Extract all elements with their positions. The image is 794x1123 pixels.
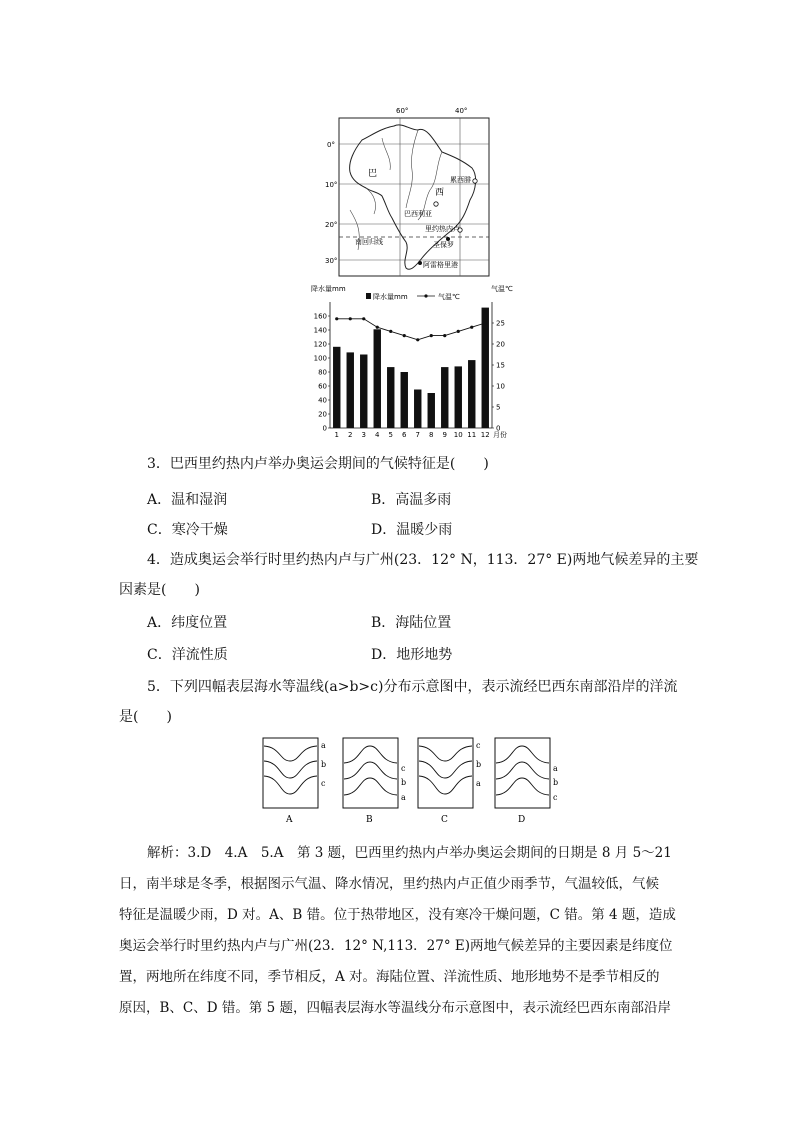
left-tick-label: 0: [322, 424, 327, 433]
precip-bar: [401, 372, 408, 428]
climate-chart: [310, 282, 520, 442]
portoalegre-dot: [418, 261, 422, 265]
isotherm-label: a: [476, 779, 481, 788]
isotherm-label: b: [401, 778, 407, 787]
month-tick-label: 8: [429, 431, 434, 439]
precip-bar: [374, 329, 381, 428]
q4-option-b[interactable]: B．海陆位置: [371, 615, 452, 631]
month-tick-label: 10: [453, 431, 463, 439]
precip-bar: [414, 390, 421, 429]
temperature-line: [337, 319, 486, 340]
isotherm-label: a: [321, 741, 326, 750]
temperature-point: [389, 330, 392, 333]
left-tick-label: 40: [318, 396, 327, 405]
q4-option-c[interactable]: C．洋流性质: [147, 647, 228, 663]
temperature-point: [457, 330, 460, 333]
precip-bar: [455, 366, 462, 428]
map-lat-label: 0°: [327, 141, 335, 149]
month-tick-label: 9: [442, 431, 447, 439]
map-frame: [339, 118, 489, 276]
legend-bar-swatch: [366, 293, 371, 299]
temperature-point: [349, 317, 352, 320]
q3-option-a[interactable]: A．温和湿润: [147, 492, 228, 508]
map-label-saopaulo: 圣保罗: [433, 241, 454, 249]
map-grid: [339, 118, 489, 276]
q4-option-d[interactable]: D．地形地势: [371, 647, 453, 663]
left-tick-label: 140: [313, 326, 327, 335]
recife-dot: [473, 179, 477, 183]
isotherm-label: c: [553, 793, 558, 802]
legend-line-label: 气温℃: [438, 293, 460, 301]
isotherm-label: b: [553, 778, 559, 787]
map-lon-label: 60°: [396, 107, 409, 115]
temperature-point: [416, 338, 419, 341]
map-label-ba: 巴: [368, 169, 378, 179]
month-tick-label: 11: [467, 431, 477, 439]
question-3: 3．巴西里约热内卢举办奥运会期间的气候特征是( ): [147, 456, 489, 472]
precip-bar: [387, 367, 394, 428]
left-tick-label: 100: [313, 354, 327, 363]
question-5-line1: 5．下列四幅表层海水等温线(a>b>c)分布示意图中，表示流经巴西东南部沿岸的洋流: [147, 679, 678, 695]
precip-bar: [333, 347, 340, 428]
isotherm-caption: C: [441, 815, 448, 825]
x-axis-title: 月份: [493, 431, 507, 439]
precip-bar: [360, 355, 367, 429]
temperature-point: [430, 334, 433, 337]
map-lat-label: 20°: [325, 221, 338, 229]
right-tick-label: 10: [496, 382, 505, 391]
month-tick-label: 4: [375, 431, 380, 439]
chart-right-axis-title: 气温℃: [491, 285, 513, 293]
left-tick-label: 60: [318, 382, 327, 391]
map-label-xi: 西: [435, 188, 445, 198]
legend-line-marker: [424, 294, 427, 297]
isotherm-diagram-b: [343, 738, 406, 825]
explanation: [119, 838, 679, 1024]
right-tick-label: 25: [496, 319, 505, 328]
temperature-point: [362, 317, 365, 320]
month-tick-label: 1: [334, 431, 339, 439]
q3-option-d[interactable]: D．温暖少雨: [371, 522, 453, 538]
brasilia-dot: [434, 202, 438, 206]
precip-bar: [347, 352, 354, 428]
right-tick-label: 5: [496, 403, 501, 412]
isotherm-caption: B: [366, 815, 373, 825]
isotherm-diagram-a: [263, 738, 326, 825]
isotherm-label: c: [321, 779, 326, 788]
month-tick-label: 5: [388, 431, 393, 439]
temperature-point: [335, 317, 338, 320]
question-4-line1: 4．造成奥运会举行时里约热内卢与广州(23．12° N，113．27° E)两地气候差异的主要: [147, 552, 699, 568]
q3-option-c[interactable]: C．寒冷干燥: [147, 522, 228, 538]
explanation-line: 特征是温暖少雨，D 对。A、B 错。位于热带地区，没有寒冷干燥问题，C 错。第 4 题，造成: [119, 907, 676, 923]
map-lat-label: 10°: [325, 181, 338, 189]
temperature-point: [484, 321, 487, 324]
q4-option-a[interactable]: A．纬度位置: [147, 615, 228, 631]
left-tick-label: 120: [313, 340, 327, 349]
isotherm-caption: A: [286, 815, 293, 825]
map-label-recife: 累西腓: [450, 176, 471, 184]
chart-left-axis-title: 降水量mm: [311, 285, 346, 293]
left-tick-label: 160: [313, 312, 327, 321]
right-tick-label: 0: [496, 424, 501, 433]
month-tick-label: 7: [415, 431, 420, 439]
map-label-portoalegre: 阿雷格里港: [423, 261, 458, 269]
brazil-map: [322, 100, 497, 280]
temperature-point: [376, 326, 379, 329]
month-tick-label: 2: [348, 431, 353, 439]
brazil-outline: [350, 125, 476, 269]
left-tick-label: 80: [318, 368, 327, 377]
month-tick-label: 3: [361, 431, 366, 439]
explanation-line: 奥运会举行时里约热内卢与广州(23．12° N,113．27° E)两地气候差异的主要因素是纬度位: [119, 938, 673, 954]
isotherm-label: c: [401, 764, 406, 773]
q3-option-b[interactable]: B．高温多雨: [371, 492, 452, 508]
month-tick-label: 12: [480, 431, 490, 439]
precip-bar: [468, 360, 475, 428]
precip-bar: [428, 393, 435, 428]
map-lon-label: 40°: [455, 107, 468, 115]
isotherm-label: a: [401, 793, 406, 802]
explanation-line: 原因，B、C、D 错。第 5 题，四幅表层海水等温线分布示意图中，表示流经巴西东南部沿岸: [119, 1000, 672, 1016]
temperature-point: [403, 334, 406, 337]
isotherm-label: b: [476, 760, 482, 769]
left-tick-label: 20: [318, 410, 327, 419]
map-label-rio: 里约热内卢: [425, 225, 460, 233]
question-5-line2: 是( ): [119, 709, 172, 725]
explanation-line: 解析：3.D 4.A 5.A 第 3 题，巴西里约热内卢举办奥运会期间的日期是 8 月 5～21: [147, 845, 672, 861]
right-tick-label: 20: [496, 340, 505, 349]
explanation-line: 日，南半球是冬季，根据图示气温、降水情况，里约热内卢正值少雨季节，气温较低，气候: [119, 876, 659, 892]
right-tick-label: 15: [496, 361, 505, 370]
isotherm-diagrams: [255, 733, 565, 828]
map-label-tropic: 南回归线: [355, 238, 383, 246]
isotherm-diagram-c: [418, 738, 481, 825]
precip-bar: [482, 308, 489, 428]
isotherm-diagram-d: [495, 738, 558, 825]
precip-bar: [441, 367, 448, 428]
isotherm-caption: D: [518, 815, 526, 825]
legend-bar-label: 降水量mm: [373, 293, 408, 301]
temperature-point: [470, 326, 473, 329]
map-label-brasilia: 巴西利亚: [404, 210, 432, 218]
temperature-point: [443, 334, 446, 337]
isotherm-label: b: [321, 760, 327, 769]
question-4-line2: 因素是( ): [119, 582, 200, 598]
map-lat-label: 30°: [325, 257, 338, 265]
explanation-line: 置，两地所在纬度不同，季节相反，A 对。海陆位置、洋流性质、地形地势不是季节相反的: [119, 969, 660, 985]
isotherm-label: c: [476, 741, 481, 750]
month-tick-label: 6: [402, 431, 407, 439]
isotherm-label: a: [553, 764, 558, 773]
